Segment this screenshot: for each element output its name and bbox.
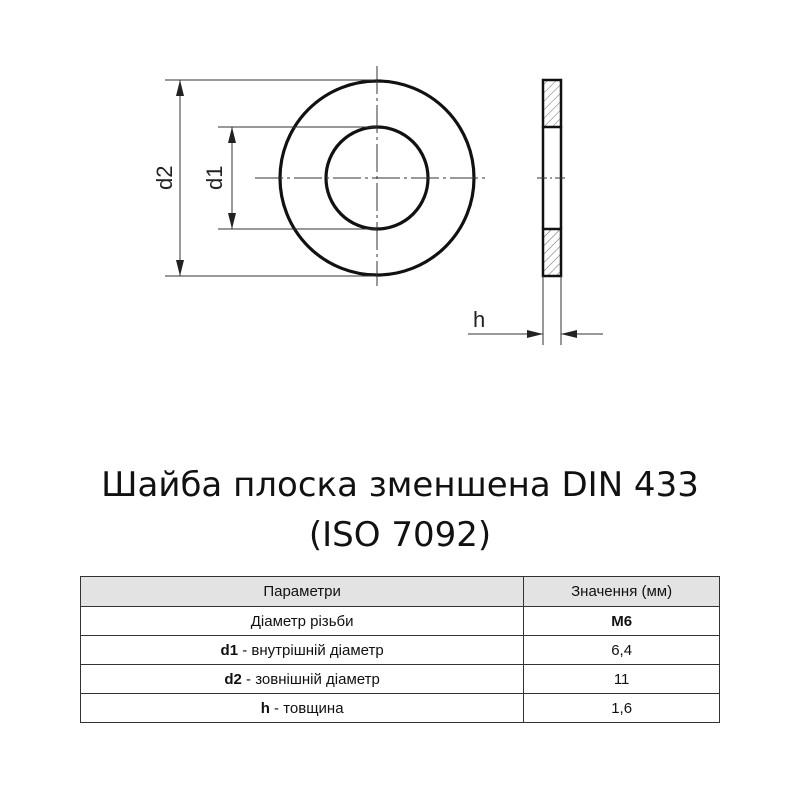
- param-cell: [81, 665, 524, 694]
- washer-side-view: [537, 80, 567, 276]
- h-label: h: [473, 307, 486, 332]
- param-description: - внутрішній діаметр: [238, 641, 384, 659]
- value-cell: 1,6: [524, 694, 720, 723]
- d2-label: d2: [152, 165, 177, 190]
- param-symbol: d1: [220, 641, 239, 659]
- table-row: [81, 636, 720, 665]
- value-cell: M6: [524, 607, 720, 636]
- h-dimension: [468, 276, 603, 345]
- side-bottom-hatched: [543, 229, 561, 276]
- param-cell: [81, 636, 524, 665]
- value-cell: 11: [524, 665, 720, 694]
- param-description: - товщина: [269, 699, 344, 717]
- parameters-table: [80, 576, 720, 723]
- product-title: Шайба плоска зменшена DIN 433: [101, 465, 699, 505]
- table-row: [81, 665, 720, 694]
- value-cell: 6,4: [524, 636, 720, 665]
- param-symbol: h: [260, 699, 270, 717]
- product-standard: (ISO 7092): [308, 515, 492, 555]
- param-cell: [81, 607, 524, 636]
- d1-label: d1: [202, 165, 227, 190]
- washer-front-view: [255, 66, 487, 286]
- side-top-hatched: [543, 80, 561, 127]
- param-cell: [81, 694, 524, 723]
- param-symbol: d2: [224, 670, 242, 688]
- table-row: [81, 607, 720, 636]
- table-header-row: [81, 577, 720, 607]
- table-row: [81, 694, 720, 723]
- header-values: Значення (мм): [524, 577, 720, 607]
- param-description: - зовнішній діаметр: [241, 670, 380, 688]
- header-parameters: Параметри: [81, 577, 524, 607]
- param-description: Діаметр різьби: [250, 612, 354, 630]
